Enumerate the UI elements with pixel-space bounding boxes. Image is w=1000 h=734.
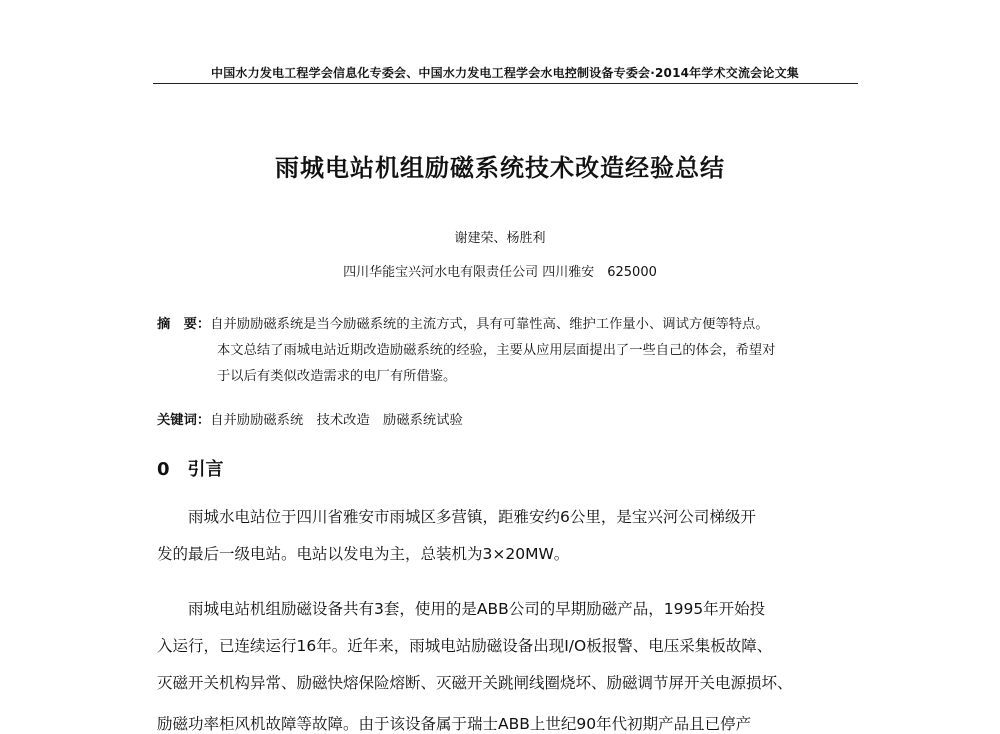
paragraph-line: 入运行，已连续运行16年。近年来，雨城电站励磁设备出现I/O板报警、电压采集板故障、 <box>157 637 773 655</box>
keywords-line <box>157 409 463 428</box>
keywords-label: 关键词： <box>157 413 211 428</box>
paragraph-line: 雨城水电站位于四川省雅安市雨城区多营镇，距雅安约6公里，是宝兴河公司梯级开 <box>157 508 756 526</box>
abstract-label: 摘 要： <box>157 317 211 332</box>
header-rule <box>153 83 858 84</box>
abstract-line <box>157 313 769 332</box>
abstract-text: 自并励励磁系统是当今励磁系统的主流方式，具有可靠性高、维护工作量小、调试方便等特点。 <box>210 317 769 332</box>
paper-title: 雨城电站机组励磁系统技术改造经验总结 <box>275 154 725 182</box>
paragraph-line: 雨城电站机组励磁设备共有3套，使用的是ABB公司的早期励磁产品，1995年开始投 <box>157 600 766 618</box>
abstract-line: 本文总结了雨城电站近期改造励磁系统的经验，主要从应用层面提出了一些自己的体会，希望对 <box>217 343 776 358</box>
affiliation: 四川华能宝兴河水电有限责任公司 四川雅安 625000 <box>343 265 657 280</box>
abstract-line: 于以后有类似改造需求的电厂有所借鉴。 <box>217 369 457 384</box>
section-heading <box>157 455 224 481</box>
section-title: 引言 <box>187 459 224 480</box>
paragraph-line: 励磁功率柜风机故障等故障。由于该设备属于瑞士ABB上世纪90年代初期产品且已停产 <box>157 715 752 733</box>
running-header: 中国水力发电工程学会信息化专委会、中国水力发电工程学会水电控制设备专委会·2014年学术交流会论文集 <box>211 66 799 80</box>
keywords-text: 自并励励磁系统 技术改造 励磁系统试验 <box>210 413 463 428</box>
paragraph-line: 发的最后一级电站。电站以发电为主，总装机为3×20MW。 <box>157 545 570 563</box>
section-number: 0 <box>157 459 170 480</box>
authors: 谢建荣、杨胜利 <box>454 231 546 246</box>
paragraph-line: 灭磁开关机构异常、励磁快熔保险熔断、灭磁开关跳闸线圈烧坏、励磁调节屏开关电源损坏、 <box>157 674 793 692</box>
